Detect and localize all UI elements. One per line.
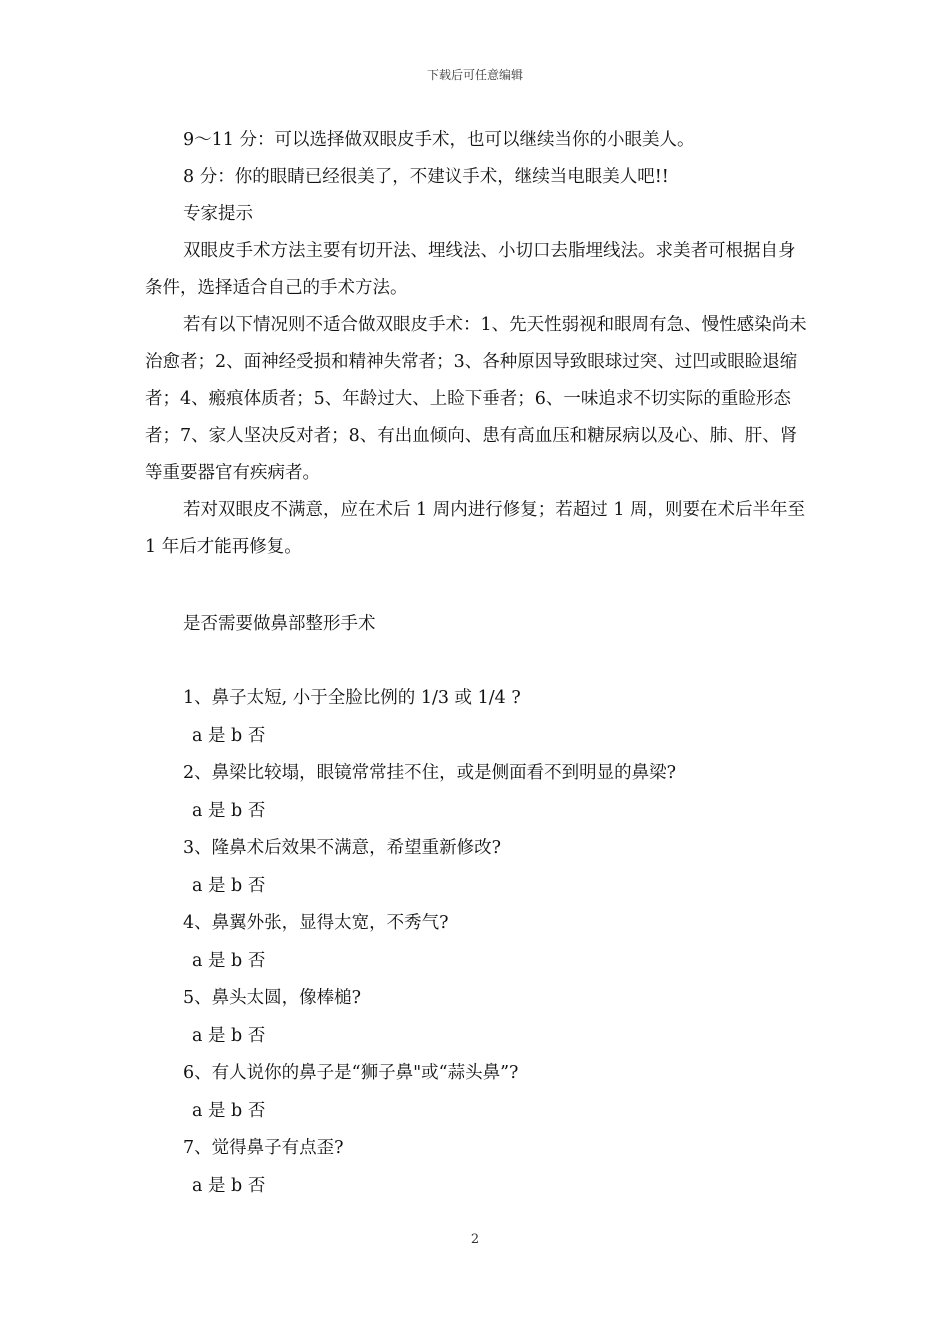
section-title: 是否需要做鼻部整形手术 [183, 614, 376, 634]
paragraph-contraindications: 若有以下情况则不适合做双眼皮手术：1、先天性弱视和眼周有急、慢性感染尚未治愈者；2、面神经受损和精神失常者；3、各种原因导致眼球过突、过凹或眼睑退缩者；4、瘢痕体质者；5、年龄过大、上睑下垂者；6、一味追求不切实际的重睑形态者；7、家人坚决反对者；8、有出血倾向、患有高血压和糖尿病以及心、肺、肝、肾等重要器官有疾病者。 [145, 315, 807, 483]
question-list [183, 680, 676, 1205]
question-item: 6、有人说你的鼻子是“狮子鼻"或“蒜头鼻”? [183, 1063, 519, 1083]
paragraph-expert-tip-heading: 专家提示 [183, 204, 253, 224]
page-number: 2 [470, 1232, 480, 1247]
answer-options: a 是 b 否 [192, 875, 266, 896]
paragraph-score-9-11: 9～11 分：可以选择做双眼皮手术，也可以继续当你的小眼美人。 [183, 130, 695, 150]
answer-options: a 是 b 否 [192, 800, 266, 821]
question-item: 2、鼻梁比较塌，眼镜常常挂不住，或是侧面看不到明显的鼻梁? [183, 763, 677, 783]
question-item: 1、鼻子太短, 小于全脸比例的 1/3 或 1/4 ? [183, 688, 521, 708]
page-header: 下载后可任意编辑 [426, 68, 523, 82]
answer-options: a 是 b 否 [192, 1175, 266, 1196]
question-item: 7、觉得鼻子有点歪? [183, 1138, 344, 1158]
question-item: 5、鼻头太圆，像棒槌? [183, 988, 362, 1008]
answer-options: a 是 b 否 [192, 725, 266, 746]
paragraph-score-8: 8 分：你的眼睛已经很美了，不建议手术，继续当电眼美人吧!! [183, 167, 669, 187]
paragraph-repair: 若对双眼皮不满意，应在术后 1 周内进行修复；若超过 1 周，则要在术后半年至 1 年后才能再修复。 [145, 500, 806, 557]
paragraph-surgery-methods: 双眼皮手术方法主要有切开法、埋线法、小切口去脂埋线法。求美者可根据自身条件，选择适合自己的手术方法。 [145, 241, 796, 298]
answer-options: a 是 b 否 [192, 950, 266, 971]
answer-options: a 是 b 否 [192, 1025, 266, 1046]
question-item: 4、鼻翼外张，显得太宽，不秀气? [183, 913, 449, 933]
question-item: 3、隆鼻术后效果不满意，希望重新修改? [183, 838, 502, 858]
body-paragraphs [145, 122, 807, 566]
answer-options: a 是 b 否 [192, 1100, 266, 1121]
